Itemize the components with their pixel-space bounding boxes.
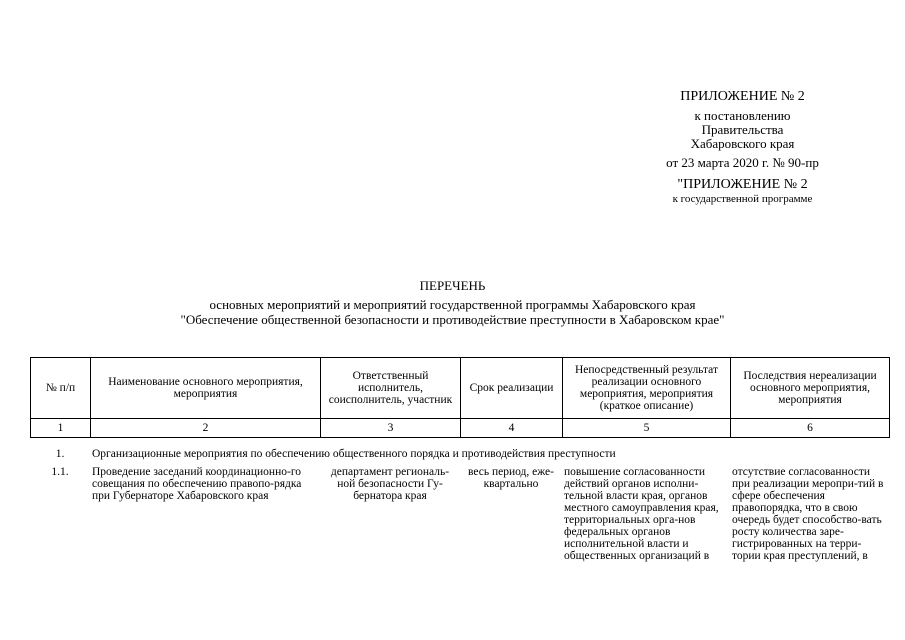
- title-heading: ПЕРЕЧЕНЬ: [419, 278, 486, 293]
- appendix-block: [640, 90, 845, 206]
- appendix-title: ПРИЛОЖЕНИЕ № 2: [680, 89, 805, 104]
- row-1-1-result: повышение согласованности действий органов исполни-тельной власти края, органов местного самоуправления края, территориальных орга-нов федеральных органов исполнительной власти и общественных организаций в: [564, 466, 719, 562]
- header-col-executor: Ответственный исполнитель, соисполнитель, участник: [321, 358, 461, 419]
- appendix-line-2: Правительства: [701, 122, 784, 137]
- row-1-1-consequence: отсутствие согласованности при реализации меропри-тий в сфере обеспечения правопорядка, что в свою очередь будет способство-вать росту количества заре-гистрированных на терри-тории края преступлений, в: [732, 466, 884, 562]
- measures-table-header: [30, 357, 890, 438]
- column-number-1: 1: [31, 419, 91, 438]
- title-subtitle-1: основных мероприятий и мероприятий государственной программы Хабаровского края: [209, 297, 696, 312]
- row-1-1-term: весь период, еже-квартально: [468, 466, 554, 490]
- title-subtitle-2: "Обеспечение общественной безопасности и противодействие преступности в Хабаровском крае": [180, 312, 725, 327]
- column-number-6: 6: [731, 419, 890, 438]
- appendix-line-3: Хабаровского края: [690, 136, 795, 151]
- section-1-title: Организационные мероприятия по обеспечению общественного порядка и противодействия преступности: [92, 448, 616, 460]
- appendix-title-2: "ПРИЛОЖЕНИЕ № 2: [677, 177, 808, 192]
- column-number-4: 4: [461, 419, 563, 438]
- appendix-line-1: к постановлению: [694, 108, 791, 123]
- row-1-1-name: Проведение заседаний координационно-го совещания по обеспечению правопо-рядка при Губернаторе Хабаровского края: [92, 466, 302, 502]
- header-col-num: № п/п: [31, 358, 91, 419]
- appendix-line-5: к государственной программе: [672, 193, 813, 205]
- appendix-date-line: от 23 марта 2020 г. № 90-пр: [666, 155, 819, 170]
- header-col-result: Непосредственный результат реализации основного мероприятия, мероприятия (краткое описание): [563, 358, 731, 419]
- row-1-1-executor: департамент региональ-ной безопасности Гу-бернатора края: [330, 466, 450, 502]
- column-number-5: 5: [563, 419, 731, 438]
- header-col-term: Срок реализации: [461, 358, 563, 419]
- column-number-2: 2: [91, 419, 321, 438]
- column-number-3: 3: [321, 419, 461, 438]
- document-title: [0, 278, 905, 327]
- row-1-1-number: 1.1.: [51, 466, 69, 478]
- header-col-name: Наименование основного мероприятия, мероприятия: [91, 358, 321, 419]
- header-col-consequence: Последствия нереализации основного мероприятия, мероприятия: [731, 358, 890, 419]
- section-1-number: 1.: [55, 448, 65, 460]
